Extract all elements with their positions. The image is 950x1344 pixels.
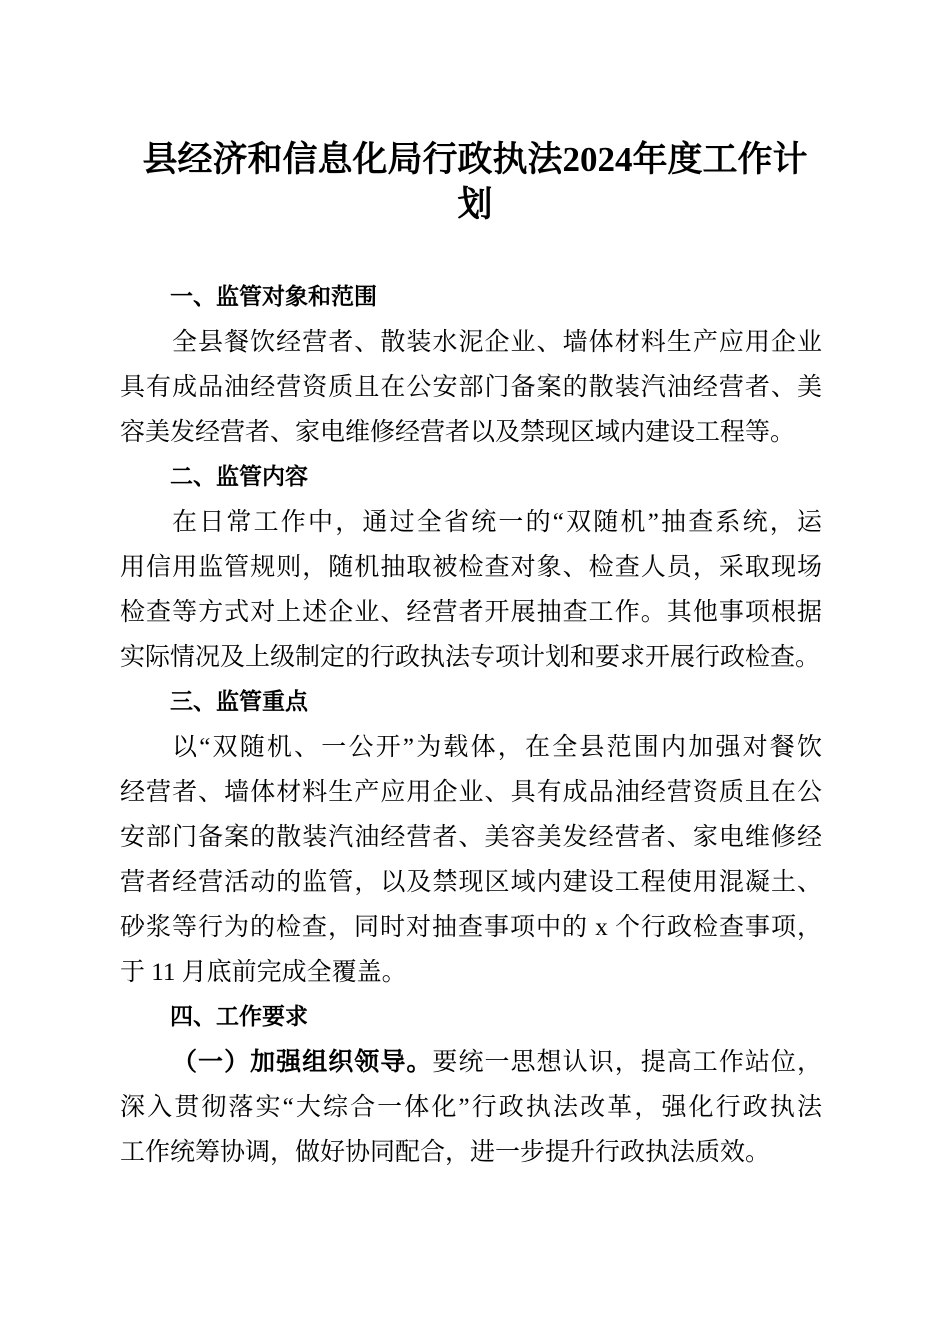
subheading-lead: （一）加强组织领导。: [172, 1049, 433, 1076]
paragraph-line: 容美发经营者、家电维修经营者以及禁现区域内建设工程等。: [120, 419, 796, 446]
section-heading: 四、工作要求: [170, 1004, 308, 1030]
paragraph-line: 安部门备案的散装汽油经营者、美容美发经营者、家电维修经: [120, 824, 822, 851]
paragraph-line: 于 11 月底前完成全覆盖。: [120, 959, 407, 986]
title-line-1: 县经济和信息化局行政执法2024年度工作计: [142, 140, 808, 179]
title-line-2: 划: [457, 185, 493, 224]
section-heading: 三、监管重点: [170, 689, 308, 715]
paragraph-line: 以“双随机、一公开”为载体，在全县范围内加强对餐饮: [172, 734, 822, 761]
paragraph-line: 砂浆等行为的检查，同时对抽查事项中的 x 个行政检查事项，: [120, 914, 822, 941]
paragraph-line: [120, 1040, 822, 1085]
paragraph-text: 要统一思想认识，提高工作站位，: [432, 1049, 822, 1076]
document-body: [120, 275, 822, 1175]
paragraph-line: 经营者、墙体材料生产应用企业、具有成品油经营资质且在公: [120, 779, 822, 806]
paragraph-line: 在日常工作中，通过全省统一的“双随机”抽查系统，运: [172, 509, 822, 536]
paragraph-line: 具有成品油经营资质且在公安部门备案的散装汽油经营者、美: [120, 374, 822, 401]
paragraph-line: 检查等方式对上述企业、经营者开展抽查工作。其他事项根据: [120, 599, 822, 626]
document-title: [100, 137, 850, 227]
paragraph-line: 工作统筹协调，做好协同配合，进一步提升行政执法质效。: [120, 1139, 771, 1166]
section-heading: 二、监管内容: [170, 464, 308, 490]
paragraph-line: 用信用监管规则，随机抽取被检查对象、检查人员，采取现场: [120, 554, 822, 581]
paragraph-line: 全县餐饮经营者、散装水泥企业、墙体材料生产应用企业: [172, 329, 822, 356]
paragraph-line: 深入贯彻落实“大综合一体化”行政执法改革，强化行政执法: [120, 1094, 822, 1121]
paragraph-line: 营者经营活动的监管，以及禁现区域内建设工程使用混凝土、: [120, 869, 822, 896]
paragraph-line: 实际情况及上级制定的行政执法专项计划和要求开展行政检查。: [120, 644, 821, 671]
section-heading: 一、监管对象和范围: [170, 284, 377, 310]
